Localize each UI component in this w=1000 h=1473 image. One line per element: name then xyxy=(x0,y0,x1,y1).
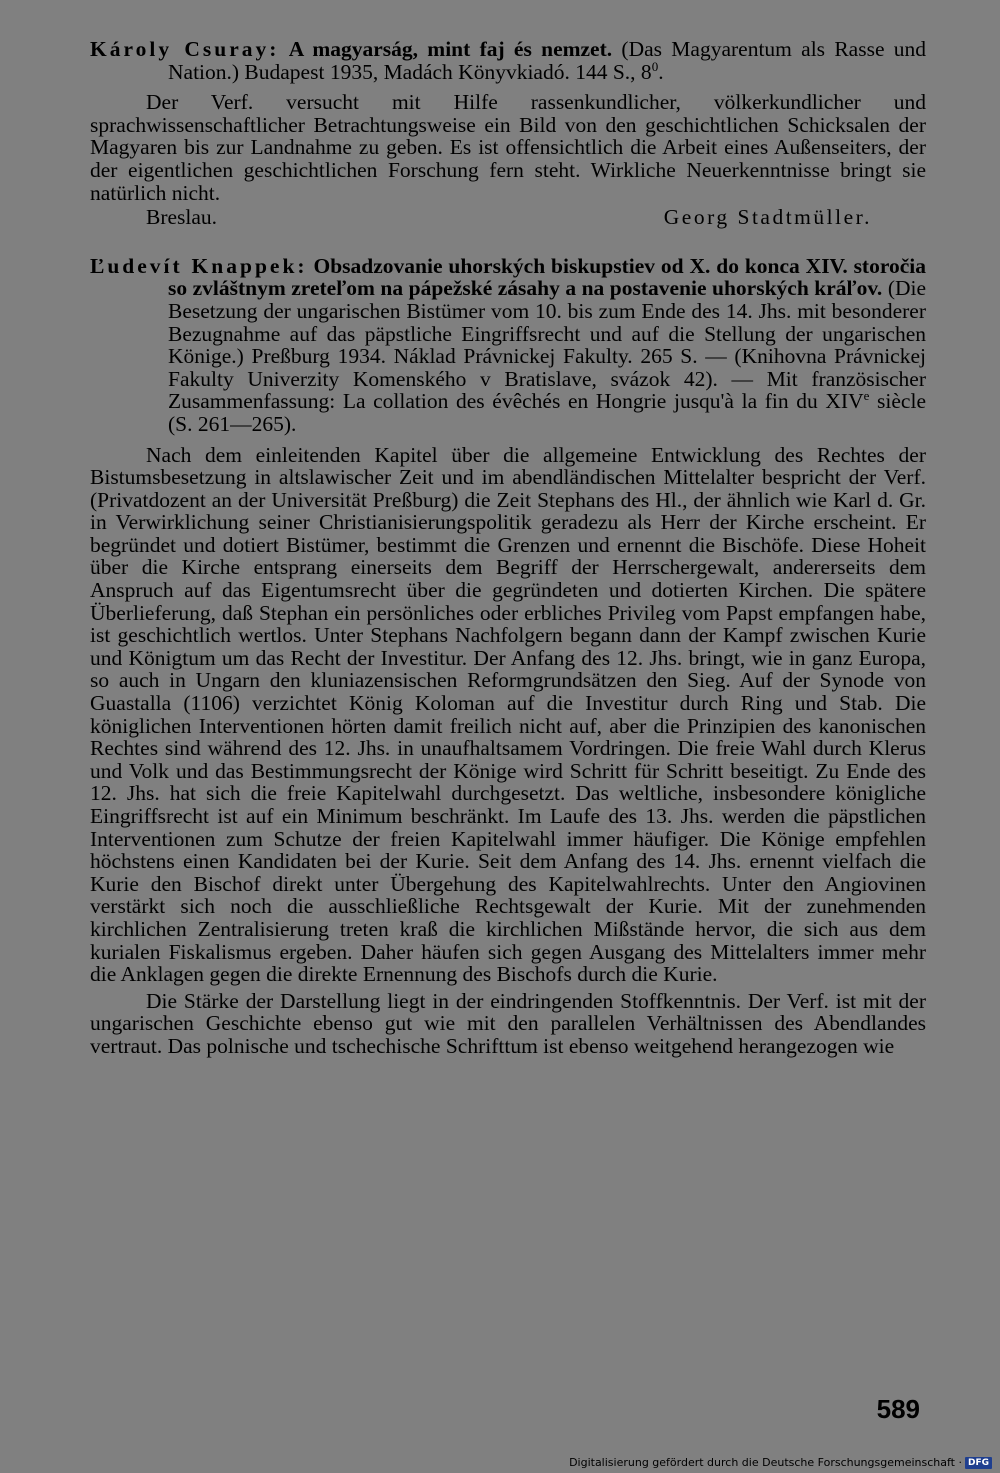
review-signature xyxy=(90,206,926,229)
bibliography-end: siècle (S. 261—265). xyxy=(168,389,926,436)
review-heading xyxy=(90,255,926,436)
digitization-footer xyxy=(569,1456,992,1469)
review-author: Károly Csuray: xyxy=(90,37,280,61)
review-bibliography: (Das Magyarentum als Rasse und Nation.) Budapest 1935, Madách Könyvkiadó. 144 S., 8 xyxy=(168,37,927,84)
review-bibliography: (Die Besetzung der ungarischen Bistümer vom 10. bis zum Ende des 14. Jhs. mit besonderer Bezugnahme auf das päpstliche Eingriffsrecht und auf die Stellung der ungarischen Könige.) Preßburg 1934. Náklad Právnickej Fakulty. 265 S. — (Knihovna Právnickej Fakulty Univerzity Komenského v Bratislave, svázok 42). — Mit französischer Zusammenfassung: La collation des évêchés en Hongrie jusqu'à la fin du XIV xyxy=(168,276,927,414)
century-superscript: e xyxy=(863,388,870,404)
review-knappek xyxy=(90,255,926,1058)
review-paragraph-1: Nach dem einleitenden Kapitel über die allgemeine Entwicklung des Rechtes der Bistumsbesetzung in altslawischer Zeit und im abendländischen Mittelalter bespricht der Verf. (Privatdozent an der Universität Preßburg) die Zeit Stephans des Hl., der ähnlich wie Karl d. Gr. in Verwirklichung seiner Christianisierungspolitik geradezu als Herr der Kirche erscheint. Er begründet und dotiert Bistümer, bestimmt die Grenzen und ernennt die Bischöfe. Diese Hoheit über die Kirche entsprang einerseits dem Begriff der Herrschergewalt, andererseits dem Anspruch auf das Eigentumsrecht über die gegründeten und dotierten Kirchen. Die spätere Überlieferung, daß Stephan ein persönliches oder erbliches Privileg vom Papst empfangen habe, ist geschichtlich wertlos. Unter Stephans Nachfolgern begann dann der Kampf zwischen Kurie und Königtum um das Recht der Investitur. Der Anfang des 12. Jhs. bringt, wie in ganz Europa, so auch in Ungarn den kluniazensischen Reformgrundsätzen den Sieg. Auf der Synode von Guastalla (1106) verzichtet König Koloman auf die Investitur durch Ring und Stab. Die königlichen Interventionen hörten damit freilich nicht auf, aber die Prinzipien des kanonischen Rechtes sind während des 12. Jhs. in unaufhaltsamem Vordringen. Die freie Wahl durch Klerus und Volk und das Bestimmungsrecht der Könige wird Schritt für Schritt beseitigt. Zu Ende des 12. Jhs. hat sich die freie Kapitelwahl durchgesetzt. Das weltliche, insbesondere königliche Eingriffsrecht ist auf ein Minimum beschränkt. Im Laufe des 13. Jhs. werden die päpstlichen Interventionen zum Schutze der freien Kapitelwahl immer häufiger. Die Könige empfehlen höchstens einen Kandidaten bei der Kurie. Seit dem Anfang des 14. Jhs. ernennt vielfach die Kurie den Bischof direkt unter Übergehung des Kapitelwahlrechts. Unter den Angiovinen verstärkt sich noch die ausschließliche Rechtsgewalt der Kurie. Mit der zunehmenden kirchlichen Zentralisierung treten kraß die kirchlichen Mißstände hervor, die sich aus dem kurialen Fiskalismus ergeben. Daher häufen sich gegen Ausgang des Mittelalters immer mehr die Anklagen gegen die direkte Ernennung des Bischofs durch die Kurie. xyxy=(90,442,926,987)
review-place: Breslau. xyxy=(146,205,218,230)
dfg-logo-icon: DFG xyxy=(965,1457,992,1469)
review-heading xyxy=(90,38,926,83)
format-superscript: 0 xyxy=(651,58,659,74)
review-book-title: Obsadzovanie uhorských biskupstiev od X. do konca XIV. storočia so zvláštnym zreteľom na pápežské zásahy a na postavenie uhorských kráľov. xyxy=(168,253,927,301)
page-content xyxy=(90,38,926,1418)
review-csuray xyxy=(90,38,926,229)
review-paragraph-2: Die Stärke der Darstellung liegt in der eindringenden Stoffkenntnis. Der Verf. ist mit der ungarischen Geschichte ebenso gut wie mit den parallelen Verhältnissen des Abendlandes vertraut. Das polnische und tschechische Schrifttum ist ebenso weitgehend herangezogen wie xyxy=(90,988,926,1058)
reviewer-name: Georg Stadtmüller. xyxy=(663,205,872,230)
review-author: Ľudevít Knappek: xyxy=(90,253,308,278)
review-book-title: A magyarság, mint faj és nemzet. xyxy=(288,37,613,61)
footer-text: Digitalisierung gefördert durch die Deutsche Forschungsgemeinschaft · xyxy=(569,1456,962,1469)
review-body: Der Verf. versucht mit Hilfe rassenkundlicher, völkerkundlicher und sprachwissenschaftlicher Betrachtungsweise ein Bild von den geschichtlichen Schicksalen der Magyaren bis zur Landnahme zu geben. Es ist offensichtlich die Arbeit eines Außenseiters, der der eigentlichen geschichtlichen Forschung fern steht. Wirkliche Neuerkenntnisse bringt sie natürlich nicht. xyxy=(90,90,926,205)
page-number: 589 xyxy=(876,1394,920,1424)
bibliography-end: . xyxy=(658,59,664,84)
